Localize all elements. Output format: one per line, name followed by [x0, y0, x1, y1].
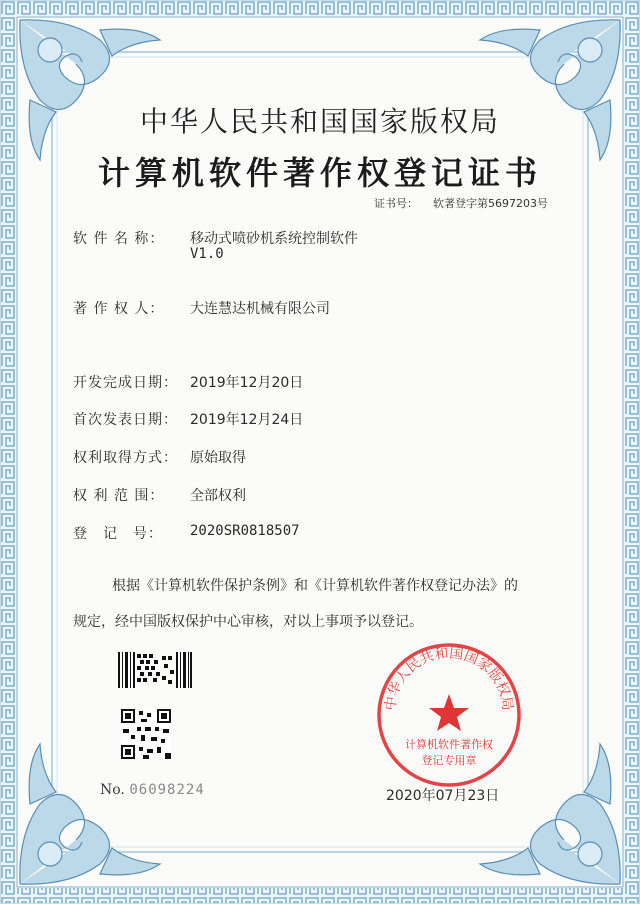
- official-seal: [374, 640, 524, 790]
- certificate-number-value: 软著登字第5697203号: [433, 197, 548, 210]
- field-value-rights-scope: 全部权利: [190, 488, 246, 504]
- field-label-acquisition-method: 权利取得方式：: [73, 450, 178, 466]
- seal-line-2: 登记专用章: [421, 754, 477, 767]
- field-label-copyright-owner: 著 作 权 人：: [73, 301, 165, 317]
- field-label-rights-scope: 权 利 范 围：: [73, 488, 165, 504]
- certificate-title: 计算机软件著作权登记证书: [97, 154, 542, 192]
- field-value-completion-date: 2019年12月20日: [190, 375, 304, 391]
- field-label-software-name: 软 件 名 称：: [73, 231, 165, 247]
- body-text-line-1: 根据《计算机软件保护条例》和《计算机软件著作权登记办法》的: [112, 578, 518, 594]
- field-value-acquisition-method: 原始取得: [190, 450, 246, 466]
- serial-prefix: No.: [100, 782, 125, 798]
- certificate-number: [374, 195, 548, 211]
- barcode: [118, 652, 192, 688]
- field-value-publication-date: 2019年12月24日: [190, 412, 304, 428]
- seal-star-icon: [429, 694, 469, 731]
- seal-arc-text: 中华人民共和国国家版权局: [382, 645, 516, 712]
- field-label-completion-date: 开发完成日期：: [73, 375, 178, 391]
- field-label-publication-date: 首次发表日期：: [73, 412, 178, 428]
- field-value-software-name: 移动式喷砂机系统控制软件: [190, 231, 358, 247]
- issuing-authority: 中华人民共和国国家版权局: [139, 105, 500, 138]
- serial-value: 06098224: [129, 782, 205, 798]
- field-value-registration-number: 2020SR0818507: [190, 523, 300, 539]
- field-value-software-version: V1.0: [190, 246, 224, 262]
- corner-ornament-bottom-left: [20, 744, 160, 884]
- issue-date: 2020年07月23日: [386, 788, 500, 804]
- certificate-number-label: 证书号：: [374, 197, 418, 210]
- qr-code: [121, 709, 171, 759]
- field-value-copyright-owner: 大连慧达机械有限公司: [190, 301, 330, 317]
- field-label-registration-number: 登 记 号：: [73, 526, 163, 542]
- serial-number: [100, 782, 205, 798]
- seal-line-1: 计算机软件著作权: [405, 738, 493, 751]
- body-text-line-2: 规定，经中国版权保护中心审核，对以上事项予以登记。: [73, 614, 423, 630]
